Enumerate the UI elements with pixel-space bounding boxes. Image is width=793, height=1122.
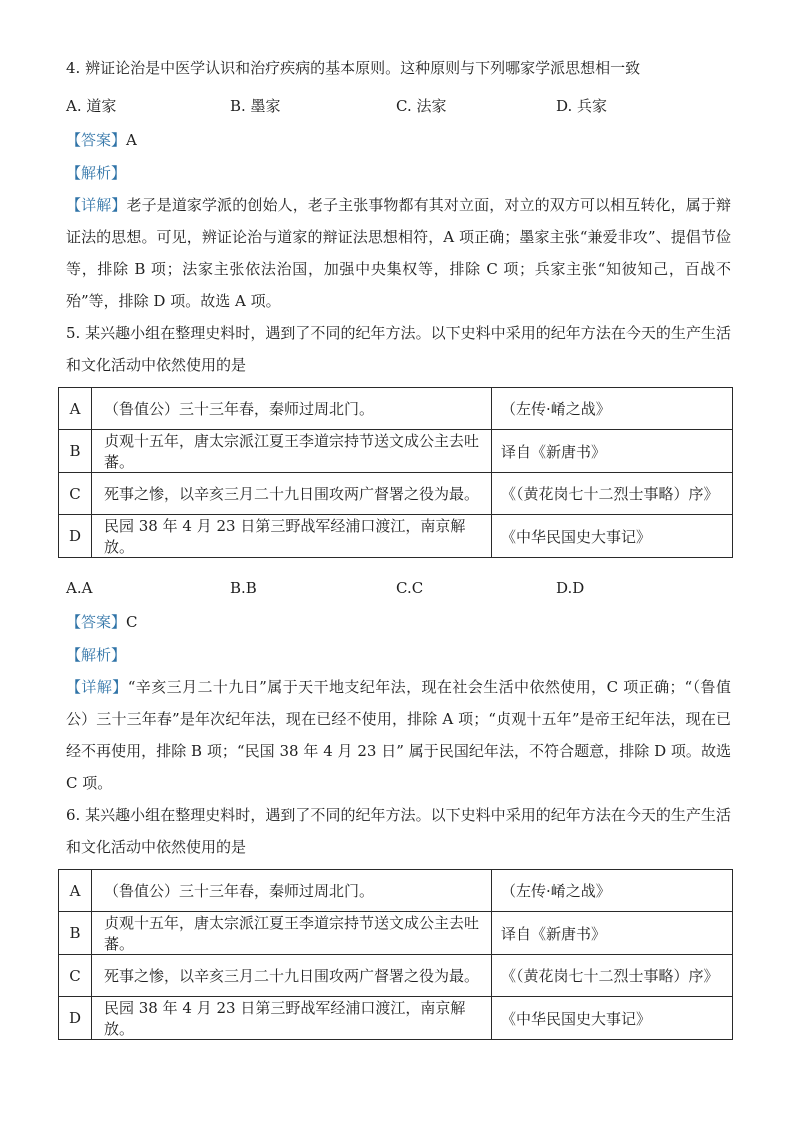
question-4-option-b: B. 墨家 (230, 97, 281, 115)
row-citation: 译自《新唐书》 (492, 912, 733, 955)
row-citation: 《（黄花岗七十二烈士事略）序》 (492, 955, 733, 997)
row-citation: （左传·崤之战》 (492, 870, 733, 912)
row-label: A (59, 388, 92, 430)
question-4-answer-line (66, 124, 731, 156)
row-label: D (59, 515, 92, 558)
question-5-analysis-line (66, 639, 731, 671)
table-row (59, 388, 733, 430)
question-4-option-c: C. 法家 (396, 97, 447, 115)
question-6-stem: 6. 某兴趣小组在整理史料时，遇到了不同的纪年方法。以下史料中采用的纪年方法在今天的生产生活和文化活动中依然使用的是 (66, 806, 731, 856)
question-5-option-a: A.A (66, 579, 93, 597)
question-5-option-c: C.C (396, 579, 424, 597)
question-5-option-b: B.B (230, 579, 257, 597)
question-5-answer-line (66, 606, 731, 638)
row-citation: （左传·崤之战》 (492, 388, 733, 430)
detail-label: 【详解】 (66, 196, 127, 214)
row-source-text: 贞观十五年，唐太宗派江夏王李道宗持节送文成公主去吐蕃。 (92, 912, 492, 955)
table-row (59, 955, 733, 997)
question-4-option-d: D. 兵家 (556, 97, 608, 115)
detail-label: 【详解】 (66, 678, 128, 696)
row-citation: 《（黄花岗七十二烈士事略）序》 (492, 473, 733, 515)
question-6-table (58, 869, 733, 1040)
row-source-text: 民园 38 年 4 月 23 日第三野战军经浦口渡江，南京解放。 (92, 997, 492, 1040)
answer-label: 【答案】 (66, 131, 127, 149)
row-source-text: 死事之惨，以辛亥三月二十九日围攻两广督署之役为最。 (92, 955, 492, 997)
question-4-option-a: A. 道家 (66, 97, 117, 115)
row-label: A (59, 870, 92, 912)
row-citation: 《中华民国史大事记》 (492, 997, 733, 1040)
table-row (59, 515, 733, 558)
question-5-stem: 5. 某兴趣小组在整理史料时，遇到了不同的纪年方法。以下史料中采用的纪年方法在今天的生产生活和文化活动中依然使用的是 (66, 324, 731, 374)
table-row (59, 870, 733, 912)
question-5-table (58, 387, 733, 558)
row-source-text: 民园 38 年 4 月 23 日第三野战军经浦口渡江，南京解放。 (92, 515, 492, 558)
question-4-stem: 4. 辨证论治是中医学认识和治疗疾病的基本原则。这种原则与下列哪家学派思想相一致 (66, 59, 641, 77)
analysis-label: 【解析】 (66, 164, 127, 182)
question-4-options (66, 90, 731, 122)
question-4-detail (66, 189, 731, 317)
question-5-options (66, 572, 731, 604)
row-label: B (59, 912, 92, 955)
question-5-detail-text: “辛亥三月二十九日”属于天干地支纪年法，现在社会生活中依然使用，C 项正确；“（鲁值公）三十三年春”是年次纪年法，现在已经不使用，排除 A 项；“贞观十五年”是帝王纪年法，现在已经不再使用，排除 B 项；“民国 38 年 4 月 23 日” 属于民国纪年法，不符合题意，排除 D 项。故选 C 项。 (66, 678, 731, 792)
table-row (59, 473, 733, 515)
row-source-text: 贞观十五年，唐太宗派江夏王李道宗持节送文成公主去吐蕃。 (92, 430, 492, 473)
row-label: C (59, 473, 92, 515)
question-5-option-d: D.D (556, 579, 585, 597)
row-source-text: （鲁值公）三十三年春，秦师过周北门。 (92, 388, 492, 430)
table-row (59, 912, 733, 955)
question-5-detail (66, 671, 731, 799)
table-row (59, 997, 733, 1040)
row-source-text: 死事之惨，以辛亥三月二十九日围攻两广督署之役为最。 (92, 473, 492, 515)
question-4-answer-value: A (126, 131, 137, 149)
question-4-detail-text: 老子是道家学派的创始人，老子主张事物都有其对立面，对立的双方可以相互转化，属于辩证法的思想。可见，辨证论治与道家的辩证法思想相符，A 项正确；墨家主张“兼爱非攻”、提倡节俭等，排除 B 项；法家主张依法治国，加强中央集权等，排除 C 项；兵家主张“知彼知己，百战不殆”等，排除 D 项。故选 A 项。 (66, 196, 731, 310)
row-label: D (59, 997, 92, 1040)
row-citation: 译自《新唐书》 (492, 430, 733, 473)
row-label: C (59, 955, 92, 997)
row-label: B (59, 430, 92, 473)
row-source-text: （鲁值公）三十三年春，秦师过周北门。 (92, 870, 492, 912)
question-5-answer-value: C (126, 613, 138, 631)
analysis-label: 【解析】 (66, 646, 127, 664)
question-4-analysis-line (66, 157, 731, 189)
answer-label: 【答案】 (66, 613, 127, 631)
row-citation: 《中华民国史大事记》 (492, 515, 733, 558)
table-row (59, 430, 733, 473)
